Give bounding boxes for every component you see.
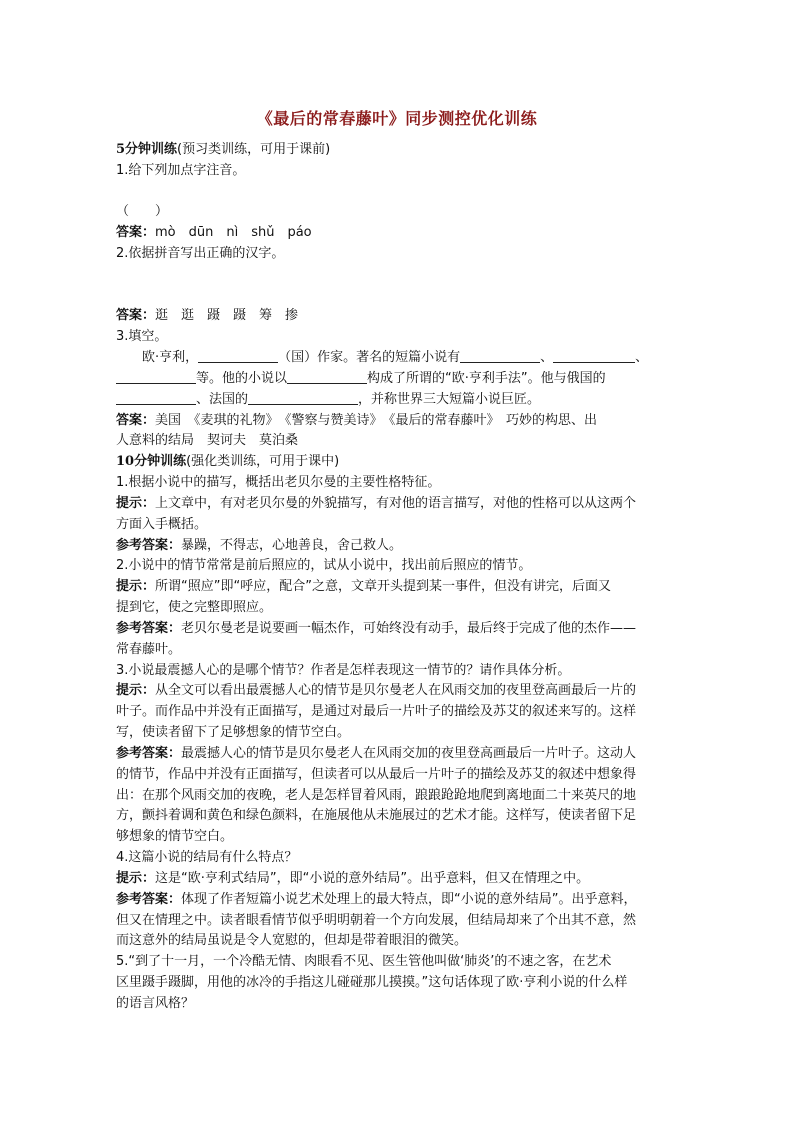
q1-last-blank: （ ） <box>116 204 169 219</box>
q3-line2 <box>116 369 682 389</box>
answer-label: 答案： <box>116 413 156 428</box>
section-heading-5min <box>116 140 682 160</box>
hint-text: 上文章中，有对老贝尔曼的外貌描写，有对他的语言描写，对他的性格可以从这两个 <box>155 496 637 511</box>
q2-stem: 2.依据拼音写出正确的汉字。 <box>116 246 285 261</box>
p3-hint-line2: 叶子。而作品中并没有正面描写，是通过对最后一片叶子的描绘及苏艾的叙述来写的。这样 <box>116 704 637 719</box>
fill-blank <box>287 370 367 384</box>
answer-text: 美国 《麦琪的礼物》 《警察与赞美诗》 《最后的常春藤叶》 巧妙的构思、出 <box>155 413 598 428</box>
p4-answer-line1 <box>116 890 682 910</box>
hint-text: 所谓“照应”即“呼应，配合”之意，文章开头提到某一事件，但没有讲完，后面又 <box>155 579 611 594</box>
p3-answer-line3: 出：在那个风雨交加的夜晚，老人是怎样冒着风雨，踉踉跄跄地爬到离地面二十来英尺的地 <box>116 788 637 803</box>
p4-question: 4.这篇小说的结局有什么特点？ <box>116 850 298 865</box>
fill-blank <box>460 349 540 363</box>
hint-label: 提示： <box>116 871 156 886</box>
q1-stem: 1.给下列加点字注音。 <box>116 163 246 178</box>
fill-blank <box>248 391 358 405</box>
document-title: 《最后的常春藤叶》同步测控优化训练 <box>256 109 538 128</box>
q3-stem: 3.填空。 <box>116 329 168 344</box>
section-heading-note: (强化类训练，可用于课中) <box>186 454 340 469</box>
section-heading-10min <box>116 452 682 472</box>
hint-text: 从全文可以看出最震撼人心的情节是贝尔曼老人在风雨交加的夜里登高画最后一片的 <box>155 683 637 698</box>
hint-text: 这是“欧·亨利式结局”，即“小说的意外结局”。出乎意料，但又在情理之中。 <box>155 871 590 886</box>
p3-answer-line2: 的情节，作品中并没有正面描写，但读者可以从最后一片叶子的描绘及苏艾的叙述中想象得 <box>116 767 637 782</box>
q3-line3 <box>116 390 682 410</box>
p3-answer-line4: 方，颤抖着调和黄色和绿色颜料，在施展他从未施展过的艺术才能。这样写，使读者留下足 <box>116 808 637 823</box>
q3-answer-line1 <box>116 411 682 431</box>
q3-line1 <box>116 348 708 368</box>
hint-label: 提示： <box>116 496 156 511</box>
q3-text: 、 <box>635 350 649 365</box>
section-heading-note: (预习类训练，可用于课前) <box>177 142 331 157</box>
answer-text: 暴躁，不得志，心地善良，舍己救人。 <box>181 538 403 553</box>
q3-text: （国）作家。著名的短篇小说有 <box>278 350 461 365</box>
p4-hint <box>116 869 682 889</box>
p2-question: 2.小说中的情节常常是前后照应的，试从小说中，找出前后照应的情节。 <box>116 558 532 573</box>
p5-question-line3: 的语言风格？ <box>116 996 195 1011</box>
q3-text: 、法国的 <box>196 392 249 407</box>
answer-label: 答案： <box>116 308 156 323</box>
q3-text: ，并称世界三大短篇小说巨匠。 <box>358 392 541 407</box>
q3-text: 、 <box>540 350 554 365</box>
answer-label: 参考答案： <box>116 746 182 761</box>
p5-question-line1: 5.“到了十一月，一个冷酷无情、肉眼看不见、医生管他叫做‘肺炎’的不速之客，在艺术 <box>116 954 612 969</box>
p2-answer-line2: 常春藤叶。 <box>116 642 182 657</box>
p3-answer-line1 <box>116 744 682 764</box>
p2-hint-line2: 提到它，使之完整即照应。 <box>116 600 273 615</box>
answer-text: 最震撼人心的情节是贝尔曼老人在风雨交加的夜里登高画最后一片叶子。这动人 <box>181 746 637 761</box>
p1-hint-line1 <box>116 494 682 514</box>
p1-question: 1.根据小说中的描写，概括出老贝尔曼的主要性格特征。 <box>116 475 441 490</box>
hint-label: 提示： <box>116 579 156 594</box>
q1-answer <box>116 223 682 243</box>
p1-hint-line2: 方面入手概括。 <box>116 517 208 532</box>
answer-label: 参考答案： <box>116 892 182 907</box>
p4-answer-line3: 而这意外的结局虽说是令人宽慰的，但却是带着眼泪的微笑。 <box>116 933 468 948</box>
p3-hint-line3: 写，使读者留下了足够想象的情节空白。 <box>116 725 351 740</box>
p1-answer <box>116 536 682 556</box>
answer-text: 老贝尔曼老是说要画一幅杰作，可始终没有动手，最后终于完成了他的杰作—— <box>181 621 637 636</box>
p3-question: 3.小说最震撼人心的是哪个情节？作者是怎样表现这一情节的？请作具体分析。 <box>116 663 571 678</box>
q3-text: 欧·亨利， <box>142 350 199 365</box>
fill-blank <box>553 349 635 363</box>
p2-hint-line1 <box>116 577 682 597</box>
q3-text: 构成了所谓的“欧·亨利手法”。他与俄国的 <box>367 371 606 386</box>
q3-text: 等。他的小说以 <box>196 371 288 386</box>
answer-text: 逛 逛 蹑 蹑 筹 掺 <box>155 308 299 323</box>
p3-hint-line1 <box>116 681 682 701</box>
hint-label: 提示： <box>116 683 156 698</box>
section-heading-bold: 5分钟训练 <box>116 142 178 157</box>
p2-answer-line1 <box>116 619 682 639</box>
answer-text: 体现了作者短篇小说艺术处理上的最大特点，即“小说的意外结局”。出乎意料， <box>181 892 637 907</box>
answer-label: 参考答案： <box>116 621 182 636</box>
fill-blank <box>116 370 196 384</box>
fill-blank <box>116 391 196 405</box>
q3-answer-line2: 人意料的结局 契诃夫 莫泊桑 <box>116 433 299 448</box>
p5-question-line2: 区里蹑手蹑脚，用他的冰冷的手指这儿碰碰那儿摸摸。”这句话体现了欧·亨利小说的什么样 <box>116 975 628 990</box>
p4-answer-line2: 但又在情理之中。读者眼看情节似乎明明朝着一个方向发展，但结局却来了个出其不意，然 <box>116 913 637 928</box>
answer-label: 参考答案： <box>116 538 182 553</box>
p3-answer-line5: 够想象的情节空白。 <box>116 829 234 844</box>
fill-blank <box>198 349 278 363</box>
section-heading-bold: 10分钟训练 <box>116 454 187 469</box>
answer-label: 答案： <box>116 225 156 240</box>
q2-answer <box>116 306 682 326</box>
answer-text: mò dūn nì shǔ páo <box>155 225 312 240</box>
